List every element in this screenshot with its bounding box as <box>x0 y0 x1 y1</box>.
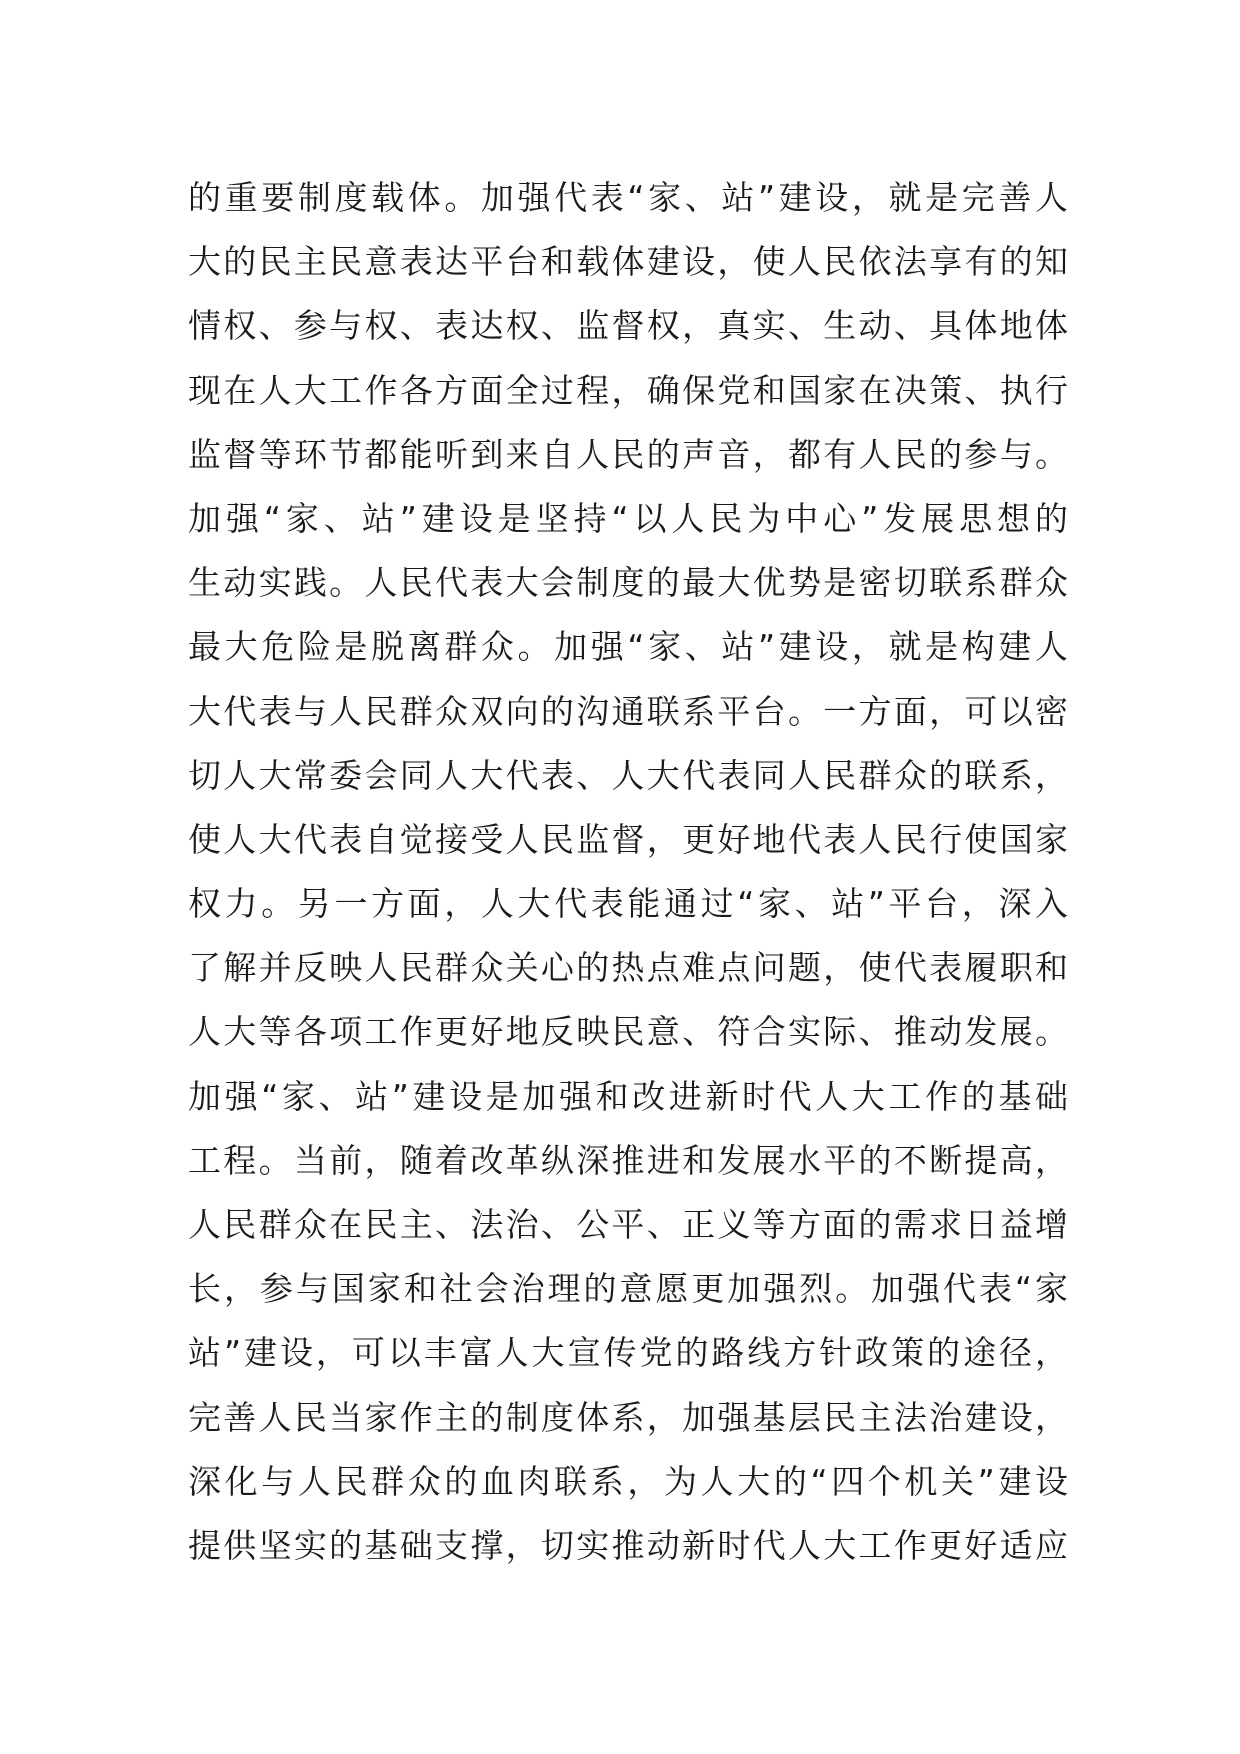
text-line: 深化与人民群众的血肉联系，为人大的“四个机关”建设 <box>188 1461 1068 1501</box>
text-line: 站”建设，可以丰富人大宣传党的路线方针政策的途径， <box>188 1333 1068 1373</box>
text-line: 生动实践。人民代表大会制度的最大优势是密切联系群众 <box>188 563 1068 603</box>
body-text <box>188 166 1068 1578</box>
text-line: 加强“家、站”建设是加强和改进新时代人大工作的基础 <box>188 1076 1068 1116</box>
text-line: 最大危险是脱离群众。加强“家、站”建设，就是构建人 <box>188 627 1068 667</box>
text-line: 加强“家、站”建设是坚持“以人民为中心”发展思想的 <box>188 498 1068 538</box>
text-line: 现在人大工作各方面全过程，确保党和国家在决策、执行 <box>188 370 1068 410</box>
text-line: 监督等环节都能听到来自人民的声音，都有人民的参与。 <box>188 434 1068 474</box>
text-line: 权力。另一方面，人大代表能通过“家、站”平台，深入 <box>188 884 1068 924</box>
text-line: 的重要制度载体。加强代表“家、站”建设，就是完善人 <box>188 178 1068 217</box>
text-line: 切人大常委会同人大代表、人大代表同人民群众的联系， <box>188 755 1068 795</box>
text-line: 大的民主民意表达平台和载体建设，使人民依法享有的知 <box>188 242 1068 282</box>
text-line: 大代表与人民群众双向的沟通联系平台。一方面，可以密 <box>188 691 1068 731</box>
text-line: 提供坚实的基础支撑，切实推动新时代人大工作更好适应 <box>188 1525 1068 1565</box>
text-line: 使人大代表自觉接受人民监督，更好地代表人民行使国家 <box>188 819 1068 859</box>
text-line: 长，参与国家和社会治理的意愿更加强烈。加强代表“家 <box>188 1269 1068 1309</box>
text-line: 人民群众在民主、法治、公平、正义等方面的需求日益增 <box>188 1205 1068 1244</box>
text-line: 情权、参与权、表达权、监督权，真实、生动、具体地体 <box>188 306 1068 346</box>
text-line: 完善人民当家作主的制度体系，加强基层民主法治建设， <box>188 1397 1068 1437</box>
text-line: 人大等各项工作更好地反映民意、符合实际、推动发展。 <box>188 1012 1068 1052</box>
text-line: 了解并反映人民群众关心的热点难点问题，使代表履职和 <box>188 948 1068 988</box>
text-line: 工程。当前，随着改革纵深推进和发展水平的不断提高， <box>188 1140 1068 1180</box>
